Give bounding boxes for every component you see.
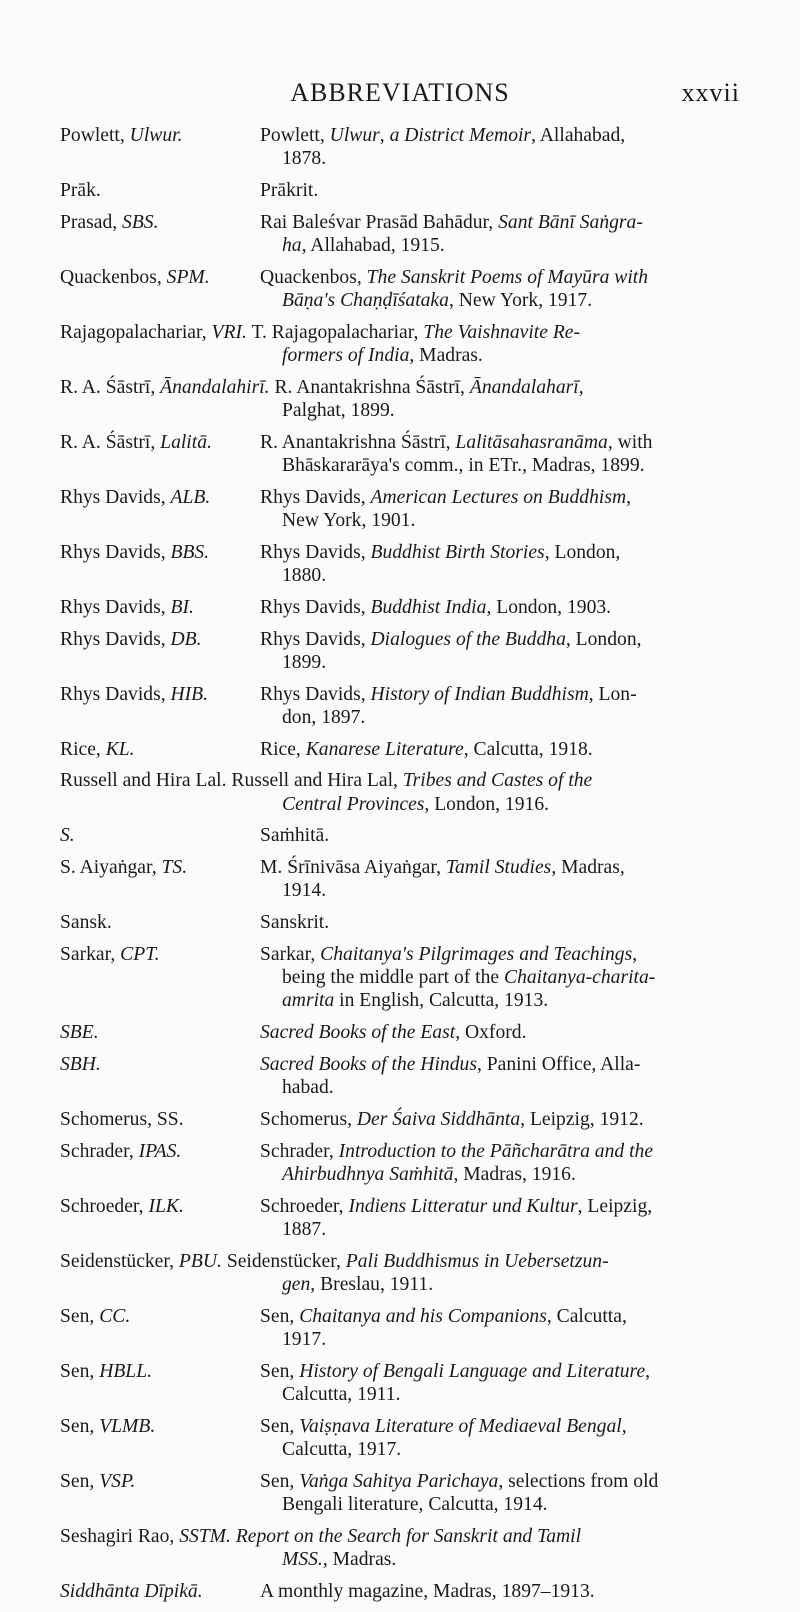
definition-line: Rhys Davids, American Lectures on Buddhism, [260, 486, 631, 508]
definition [60, 1415, 750, 1461]
abbreviation [60, 1053, 101, 1076]
definition-line: R. Anantakrishna Śāstrī, Lalitāsahasranāma, with [260, 431, 653, 453]
definition-line: being the middle part of the Chaitanya-charita- [282, 967, 656, 989]
definition-line: habad. [282, 1077, 334, 1099]
abbreviation-title: VSP. [99, 1470, 136, 1492]
abbreviation-title: BBS. [170, 541, 210, 563]
definition-line: R. Anantakrishna Śāstrī, Ānandalaharī, [269, 376, 584, 398]
abbreviation-title: ILK. [148, 1195, 184, 1217]
definition-line: Sen, Vaṅga Sahitya Parichaya, selections from old [260, 1470, 659, 1492]
abbreviation [60, 1195, 184, 1218]
abbreviations-list [60, 124, 750, 1612]
abbreviation [60, 683, 208, 706]
list-item [60, 596, 750, 619]
definition-line: amrita in English, Calcutta, 1913. [282, 990, 549, 1012]
abbreviation-author: Seshagiri Rao, [60, 1525, 180, 1547]
definition-line: Bhāskararāya's comm., in ETr., Madras, 1899. [282, 455, 645, 476]
definition-line: Bāṇa's Chaṇḍīśataka, New York, 1917. [282, 290, 593, 311]
abbreviation-author: Rhys Davids, [60, 628, 171, 650]
definition-line: Rhys Davids, Dialogues of the Buddha, London, [260, 628, 642, 650]
abbreviation-author: Sarkar, [60, 943, 121, 965]
definition-line: Sacred Books of the Hindus, Panini Office, Alla- [260, 1053, 641, 1075]
definition-line: 1914. [282, 880, 327, 902]
abbreviation [60, 124, 182, 147]
list-item [60, 1415, 750, 1461]
abbreviation-author: R. A. Śāstrī, [60, 376, 161, 398]
definition [60, 824, 750, 847]
definition-line: Schroeder, Indiens Litteratur und Kultur, Leipzig, [260, 1195, 653, 1217]
abbreviation-title: KL. [105, 738, 135, 760]
definition-line: 1917. [282, 1328, 327, 1350]
definition-line: 1878. [282, 148, 327, 170]
abbreviation-title: HIB. [170, 683, 209, 705]
definition-line: Rhys Davids, Buddhist India, London, 1903. [260, 596, 612, 618]
abbreviation-author: Rhys Davids, [60, 486, 171, 508]
abbreviation [60, 1021, 99, 1044]
definition-line: Rhys Davids, Buddhist Birth Stories, London, [260, 541, 621, 563]
abbreviation-title: SBE. [60, 1022, 99, 1044]
list-item [60, 321, 750, 367]
abbreviation [60, 824, 75, 847]
definition-line: Schomerus, Der Śaiva Siddhānta, Leipzig, 1912. [260, 1108, 644, 1130]
abbreviation [60, 1526, 231, 1547]
list-item [60, 1525, 750, 1571]
list-item [60, 376, 750, 422]
definition [60, 179, 750, 202]
list-item [60, 1108, 750, 1131]
abbreviation [60, 1140, 181, 1163]
abbreviation [60, 1470, 135, 1493]
abbreviation-author: Rhys Davids, [60, 683, 171, 705]
definition-line: Sarkar, Chaitanya's Pilgrimages and Teachings, [260, 943, 638, 965]
definition-line: Rhys Davids, History of Indian Buddhism, Lon- [260, 683, 637, 705]
definition-line: Russell and Hira Lal, Tribes and Castes of the [226, 770, 593, 792]
abbreviation [60, 377, 270, 398]
abbreviation [60, 1251, 222, 1272]
list-item [60, 1021, 750, 1044]
abbreviation [60, 738, 135, 761]
abbreviation [60, 211, 159, 234]
definition [60, 211, 750, 257]
definition-line: Ahirbudhnya Saṁhitā, Madras, 1916. [282, 1163, 576, 1185]
abbreviation [60, 266, 210, 289]
abbreviation-author: Schomerus, SS. [60, 1108, 184, 1130]
abbreviation-title: SBH. [60, 1053, 101, 1075]
definition [60, 943, 750, 1013]
list-item [60, 943, 750, 1013]
definition-line: Calcutta, 1911. [282, 1383, 401, 1405]
abbreviation-title: CC. [99, 1305, 131, 1327]
definition-line: Sacred Books of the East, Oxford. [260, 1022, 527, 1044]
abbreviation-author: Rhys Davids, [60, 541, 171, 563]
abbreviation-author: Rhys Davids, [60, 596, 171, 618]
abbreviation-title: S. [60, 825, 75, 847]
definition-line: Calcutta, 1917. [282, 1438, 402, 1460]
definition [60, 738, 750, 761]
definition-line: Prākrit. [260, 180, 319, 201]
definition-line: gen, Breslau, 1911. [282, 1273, 434, 1295]
list-item [60, 628, 750, 674]
page-number: xxvii [681, 78, 740, 107]
list-item [60, 266, 750, 312]
abbreviation-title: SPM. [166, 266, 210, 288]
list-item [60, 124, 750, 170]
abbreviation [60, 943, 160, 966]
abbreviation [60, 541, 209, 564]
definition-line: Seidenstücker, Pali Buddhismus in Uebersetzun- [221, 1250, 609, 1272]
abbreviation-author: Sen, [60, 1360, 100, 1382]
abbreviation [60, 1580, 203, 1603]
definition-line: Sen, Chaitanya and his Companions, Calcutta, [260, 1305, 627, 1327]
abbreviation-author: Quackenbos, [60, 266, 167, 288]
list-item [60, 1195, 750, 1241]
definition [60, 1021, 750, 1044]
definition-line: A monthly magazine, Madras, 1897–1913. [260, 1580, 595, 1602]
abbreviation-author: Rajagopalachariar, [60, 321, 212, 343]
abbreviation [60, 486, 210, 509]
abbreviation-author: S. Aiyaṅgar, [60, 857, 162, 879]
definition-line: Palghat, 1899. [282, 400, 395, 421]
definition-line: 1887. [282, 1218, 327, 1240]
definition-line: Rice, Kanarese Literature, Calcutta, 1918. [260, 738, 593, 760]
abbreviation-author: R. A. Śāstrī, [60, 431, 161, 453]
abbreviation-author: Seidenstücker, [60, 1250, 179, 1272]
definition-line: formers of India, Madras. [282, 345, 483, 366]
abbreviation [60, 911, 112, 934]
abbreviation-title: HBLL. [99, 1360, 152, 1382]
abbreviation [60, 1305, 130, 1328]
abbreviation [60, 179, 101, 202]
abbreviation-title: IPAS. [138, 1140, 182, 1162]
list-item [60, 486, 750, 532]
list-item [60, 1250, 750, 1296]
abbreviation-author: Schrader, [60, 1140, 139, 1162]
abbreviation [60, 628, 202, 651]
abbreviation-title: PBU. [178, 1250, 222, 1272]
abbreviation-author: Rice, [60, 738, 106, 760]
abbreviation-author: Sen, [60, 1470, 100, 1492]
definition-line: Saṁhitā. [260, 825, 330, 847]
definition-line: Report on the Search for Sanskrit and Tamil [235, 1525, 582, 1547]
abbreviation-author: Prasad, [60, 211, 123, 233]
abbreviation-title: CPT. [120, 943, 160, 965]
list-item [60, 683, 750, 729]
abbreviation [60, 1360, 152, 1383]
abbreviation-title: Lalitā. [160, 431, 212, 453]
abbreviation-title: TS. [161, 857, 188, 879]
list-item [60, 738, 750, 761]
abbreviation-author: Sen, [60, 1415, 100, 1437]
definition-line: Powlett, Ulwur, a District Memoir, Allahabad, [260, 125, 626, 146]
abbreviation-author: Russell and Hira Lal. [60, 770, 227, 792]
list-item [60, 1580, 750, 1603]
list-item [60, 1305, 750, 1351]
definition [60, 1470, 750, 1516]
definition-line: don, 1897. [282, 706, 366, 728]
abbreviation [60, 856, 187, 879]
abbreviation-title: Siddhānta Dīpikā. [60, 1580, 203, 1602]
list-item [60, 856, 750, 902]
definition-line: 1899. [282, 651, 327, 673]
definition-line: ha, Allahabad, 1915. [282, 235, 445, 256]
abbreviation-author: Sansk. [60, 912, 112, 934]
definition-line: Bengali literature, Calcutta, 1914. [282, 1493, 548, 1515]
definition-line: Sen, Vaiṣṇava Literature of Mediaeval Bengal, [260, 1415, 627, 1437]
abbreviation [60, 322, 247, 343]
abbreviation-title: Ulwur. [129, 125, 183, 146]
definition [60, 1053, 750, 1099]
definition-line: Sanskrit. [260, 912, 330, 934]
abbreviation [60, 431, 212, 454]
abbreviation-title: BI. [170, 596, 194, 618]
abbreviation [60, 1415, 155, 1438]
definition-line: New York, 1901. [282, 510, 416, 531]
definition-line: Rai Baleśvar Prasād Bahādur, Sant Bānī Saṅgra- [260, 211, 643, 233]
list-item [60, 1470, 750, 1516]
definition-line: T. Rajagopalachariar, The Vaishnavite Re- [246, 321, 581, 343]
abbreviation-title: ALB. [170, 486, 211, 508]
definition-line: Quackenbos, The Sanskrit Poems of Mayūra with [260, 266, 649, 288]
abbreviation-author: Powlett, [60, 125, 130, 146]
abbreviation-author: Prāk. [60, 180, 101, 201]
abbreviation-author: Schroeder, [60, 1195, 149, 1217]
definition-line: MSS., Madras. [282, 1548, 397, 1570]
list-item [60, 769, 750, 815]
abbreviation [60, 596, 194, 619]
abbreviation [60, 1108, 184, 1131]
running-title: ABBREVIATIONS [290, 78, 510, 107]
abbreviation-author: Sen, [60, 1305, 100, 1327]
abbreviation [60, 770, 227, 791]
abbreviation-title: DB. [170, 628, 202, 650]
list-item [60, 824, 750, 847]
abbreviation-title: SSTM. [179, 1525, 231, 1547]
definition-line: Schrader, Introduction to the Pāñcharātra and the [260, 1140, 654, 1162]
definition-line: M. Śrīnivāsa Aiyaṅgar, Tamil Studies, Madras, [260, 857, 625, 879]
abbreviation-title: SBS. [122, 211, 159, 233]
list-item [60, 541, 750, 587]
abbreviation-title: VLMB. [99, 1415, 156, 1437]
list-item [60, 211, 750, 257]
abbreviation-title: VRI. [211, 321, 247, 343]
list-item [60, 911, 750, 934]
definition-line: 1880. [282, 565, 327, 586]
definition [60, 1305, 750, 1351]
list-item [60, 431, 750, 477]
abbreviation-title: Ānandalahirī. [160, 376, 270, 398]
list-item [60, 1140, 750, 1186]
list-item [60, 1053, 750, 1099]
definition-line: Central Provinces, London, 1916. [282, 793, 550, 815]
page-header [0, 72, 800, 112]
list-item [60, 179, 750, 202]
definition-line: Sen, History of Bengali Language and Literature, [260, 1360, 651, 1382]
definition [60, 911, 750, 934]
